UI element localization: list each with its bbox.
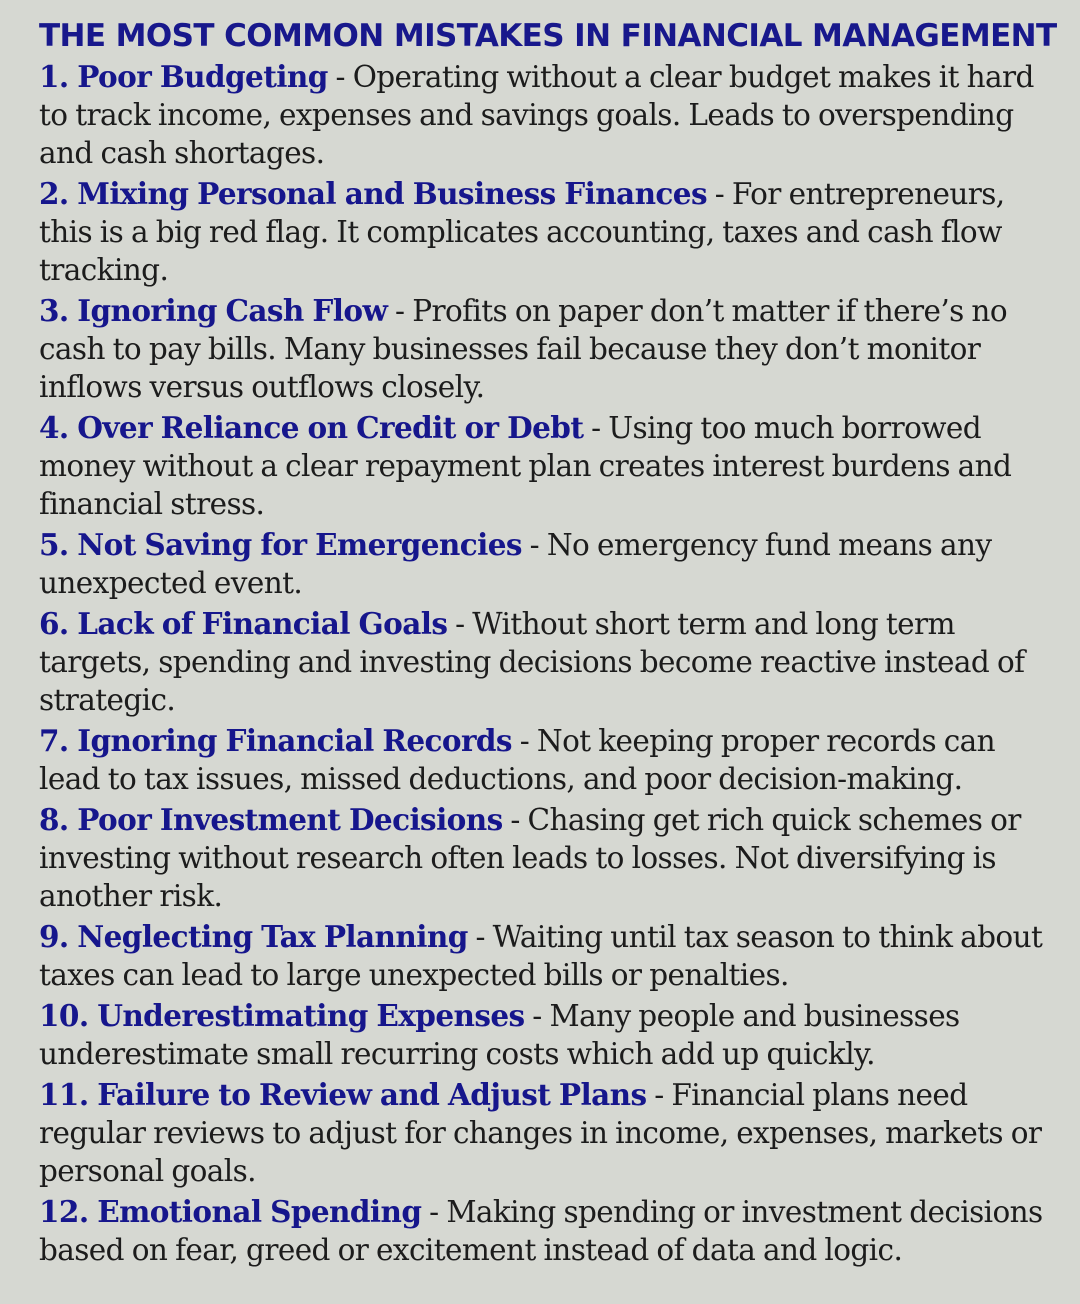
list-item [39,526,1060,602]
item-heading: 6. Lack of Financial Goals [39,606,448,641]
list-item [39,175,1060,289]
item-heading: 3. Ignoring Cash Flow [39,293,388,328]
item-separator: - [646,1078,672,1112]
item-separator: - [387,294,413,328]
item-separator: - [524,999,550,1033]
item-text: Financial plans need regular reviews to adjust for changes in income, expenses, markets or personal goals. [39,1078,1042,1188]
item-heading: 1. Poor Budgeting [39,59,328,94]
item-separator: - [421,1195,447,1229]
item-separator: - [511,724,537,758]
list-item [39,801,1060,915]
item-text: Many people and businesses underestimate small recurring costs which add up quickly. [39,999,960,1071]
item-text: Waiting until tax season to think about taxes can lead to large unexpected bills or penalties. [39,920,1043,992]
item-separator: - [467,920,493,954]
item-separator: - [327,60,353,94]
item-text: For entrepreneurs, this is a big red flag. It complicates accounting, taxes and cash flow tracking. [39,177,1005,287]
item-text: Operating without a clear budget makes it hard to track income, expenses and savings goals. Leads to overspending and cash shortages. [39,60,1034,170]
list-item [39,1076,1060,1190]
item-text: Not keeping proper records can lead to tax issues, missed deductions, and poor decision-making. [39,724,996,796]
list-item [39,722,1060,798]
item-separator: - [706,177,732,211]
item-heading: 8. Poor Investment Decisions [39,802,503,837]
item-text: Without short term and long term targets, spending and investing decisions become reactive instead of strategic. [39,607,1025,717]
item-separator: - [502,803,528,837]
item-separator: - [447,607,473,641]
item-heading: 5. Not Saving for Emergencies [39,527,522,562]
page-title: THE MOST COMMON MISTAKES IN FINANCIAL MANAGEMENT [39,18,1057,54]
list-item [39,409,1060,523]
item-separator: - [521,528,547,562]
item-text: No emergency fund means any unexpected event. [39,528,992,600]
list-item [39,292,1060,406]
list-item [39,58,1060,172]
item-text: Making spending or investment decisions based on fear, greed or excitement instead of data and logic. [39,1195,1043,1267]
item-heading: 7. Ignoring Financial Records [39,723,512,758]
item-heading: 12. Emotional Spending [39,1194,422,1229]
item-separator: - [583,411,609,445]
list-item [39,997,1060,1073]
item-heading: 10. Underestimating Expenses [39,998,525,1033]
mistakes-list [39,58,1060,1269]
item-text: Using too much borrowed money without a clear repayment plan creates interest burdens and financial stress. [39,411,1012,521]
item-text: Profits on paper don’t matter if there’s no cash to pay bills. Many businesses fail because they don’t monitor inflows versus outflows closely. [39,294,1007,404]
item-heading: 2. Mixing Personal and Business Finances [39,176,707,211]
item-heading: 9. Neglecting Tax Planning [39,919,468,954]
list-item [39,918,1060,994]
list-item [39,1193,1060,1269]
item-heading: 11. Failure to Review and Adjust Plans [39,1077,647,1112]
list-item [39,605,1060,719]
item-text: Chasing get rich quick schemes or investing without research often leads to losses. Not diversifying is another risk. [39,803,1021,913]
item-heading: 4. Over Reliance on Credit or Debt [39,410,584,445]
